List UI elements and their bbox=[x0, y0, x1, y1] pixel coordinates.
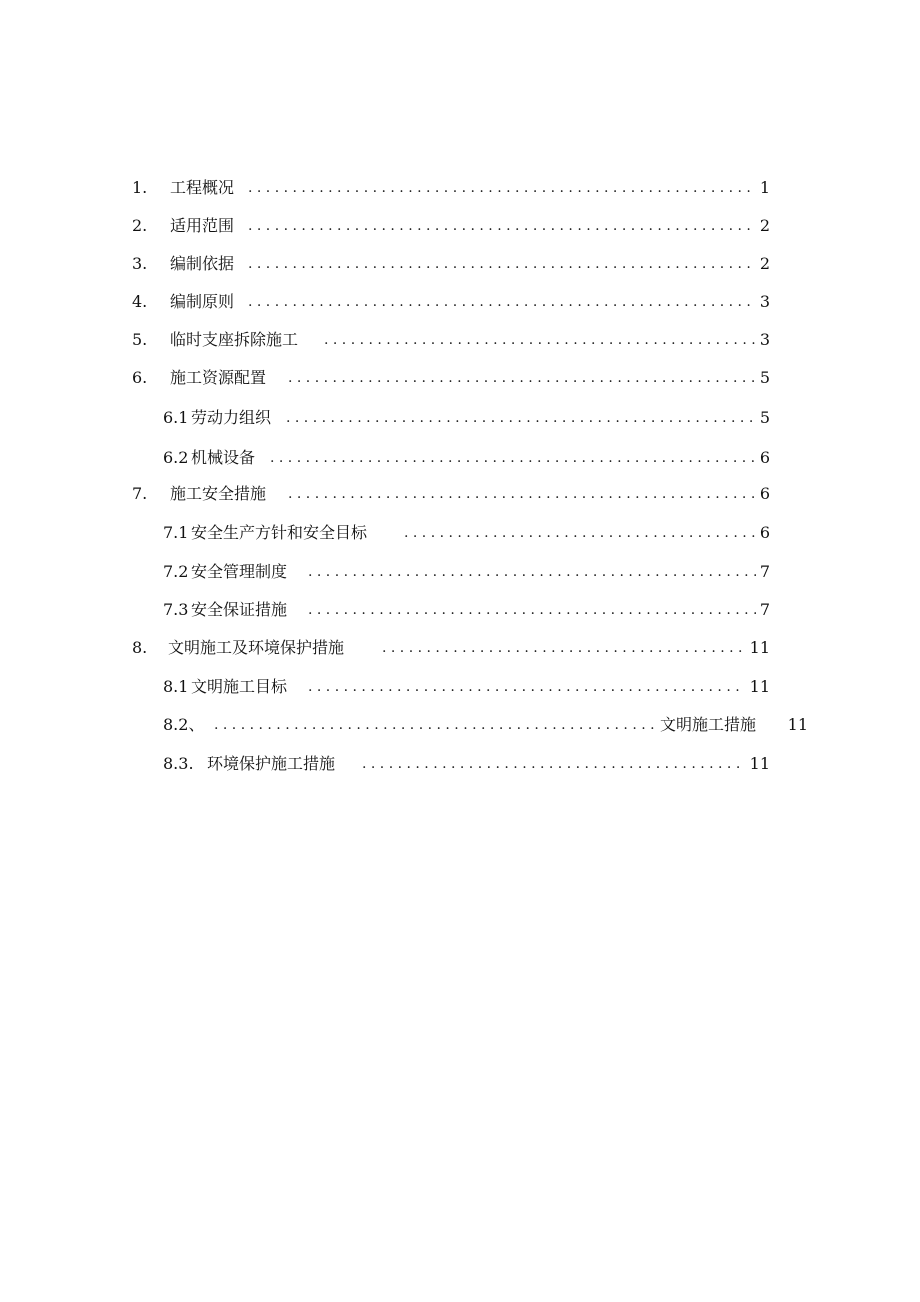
toc-page-number: 2 bbox=[759, 254, 770, 273]
toc-leader-dots bbox=[308, 598, 756, 622]
toc-leader-dots bbox=[248, 214, 756, 238]
toc-page-number: 11 bbox=[749, 754, 770, 773]
toc-page-number: 3 bbox=[759, 292, 770, 311]
toc-number: 8.2、 bbox=[163, 715, 205, 734]
toc-leader-dots bbox=[308, 560, 756, 584]
toc-entry-4[interactable] bbox=[0, 290, 920, 314]
toc-number: 7.3 bbox=[163, 600, 189, 619]
toc-title: 安全保证措施 bbox=[191, 600, 288, 619]
toc-leader-dots bbox=[308, 675, 744, 699]
toc-number: 6.1 bbox=[163, 408, 189, 427]
toc-title: 环境保护施工措施 bbox=[207, 754, 336, 773]
toc-page-number: 6 bbox=[759, 448, 770, 467]
toc-number: 7.1 bbox=[163, 523, 189, 542]
toc-page-number: 2 bbox=[759, 216, 770, 235]
toc-number: 7.2 bbox=[163, 562, 189, 581]
toc-page-number: 11 bbox=[787, 715, 808, 734]
toc-page-number: 11 bbox=[749, 638, 770, 657]
toc-entry-8[interactable] bbox=[0, 636, 920, 660]
toc-page-number: 5 bbox=[759, 408, 770, 427]
toc-leader-dots bbox=[382, 636, 744, 660]
toc-number: 8.1 bbox=[163, 677, 189, 696]
toc-number: 7. bbox=[132, 484, 148, 503]
toc-leader-dots bbox=[214, 713, 654, 737]
toc-page-number: 3 bbox=[759, 330, 770, 349]
toc-entry-2[interactable] bbox=[0, 214, 920, 238]
toc-leader-dots bbox=[270, 446, 756, 470]
toc-entry-6-2[interactable] bbox=[0, 446, 920, 470]
toc-leader-dots bbox=[288, 482, 756, 506]
toc-entry-5[interactable] bbox=[0, 328, 920, 352]
toc-page-number: 1 bbox=[759, 178, 770, 197]
toc-number: 4. bbox=[132, 292, 148, 311]
toc-entry-8-2[interactable] bbox=[0, 713, 920, 737]
toc-page-number: 7 bbox=[759, 600, 770, 619]
toc-number: 8. bbox=[132, 638, 148, 657]
toc-entry-7[interactable] bbox=[0, 482, 920, 506]
toc-title: 文明施工措施 bbox=[660, 715, 757, 734]
toc-title: 机械设备 bbox=[191, 448, 256, 467]
toc-leader-dots bbox=[248, 252, 756, 276]
toc-number: 6.2 bbox=[163, 448, 189, 467]
toc-title: 临时支座拆除施工 bbox=[170, 330, 299, 349]
toc-page-number: 5 bbox=[759, 368, 770, 387]
toc-title: 文明施工及环境保护措施 bbox=[168, 638, 345, 657]
toc-leader-dots bbox=[286, 406, 756, 430]
toc-number: 3. bbox=[132, 254, 148, 273]
toc-title: 安全管理制度 bbox=[191, 562, 288, 581]
toc-entry-7-1[interactable] bbox=[0, 521, 920, 545]
toc-entry-3[interactable] bbox=[0, 252, 920, 276]
toc-leader-dots bbox=[404, 521, 756, 545]
toc-page-number: 7 bbox=[759, 562, 770, 581]
toc-title: 施工资源配置 bbox=[170, 368, 267, 387]
toc-title: 适用范围 bbox=[170, 216, 235, 235]
toc-title: 编制原则 bbox=[170, 292, 235, 311]
toc-page-number: 6 bbox=[759, 484, 770, 503]
toc-title: 编制依据 bbox=[170, 254, 235, 273]
toc-leader-dots bbox=[248, 290, 756, 314]
toc-title: 安全生产方针和安全目标 bbox=[191, 523, 368, 542]
toc-number: 5. bbox=[132, 330, 148, 349]
toc-title: 劳动力组织 bbox=[191, 408, 272, 427]
toc-number: 6. bbox=[132, 368, 148, 387]
toc-title: 文明施工目标 bbox=[191, 677, 288, 696]
toc-entry-7-2[interactable] bbox=[0, 560, 920, 584]
toc-entry-1[interactable] bbox=[0, 176, 920, 200]
toc-entry-8-3[interactable] bbox=[0, 752, 920, 776]
toc-leader-dots bbox=[248, 176, 756, 200]
toc-page-number: 6 bbox=[759, 523, 770, 542]
toc-title: 施工安全措施 bbox=[170, 484, 267, 503]
toc-number: 8.3. bbox=[163, 754, 194, 773]
toc-leader-dots bbox=[288, 366, 756, 390]
toc-title: 工程概况 bbox=[170, 178, 235, 197]
toc-number: 1. bbox=[132, 178, 148, 197]
toc-entry-6-1[interactable] bbox=[0, 406, 920, 430]
toc-entry-8-1[interactable] bbox=[0, 675, 920, 699]
toc-leader-dots bbox=[362, 752, 744, 776]
toc-entry-7-3[interactable] bbox=[0, 598, 920, 622]
toc-leader-dots bbox=[324, 328, 756, 352]
toc-page-number: 11 bbox=[749, 677, 770, 696]
toc-entry-6[interactable] bbox=[0, 366, 920, 390]
toc-number: 2. bbox=[132, 216, 148, 235]
